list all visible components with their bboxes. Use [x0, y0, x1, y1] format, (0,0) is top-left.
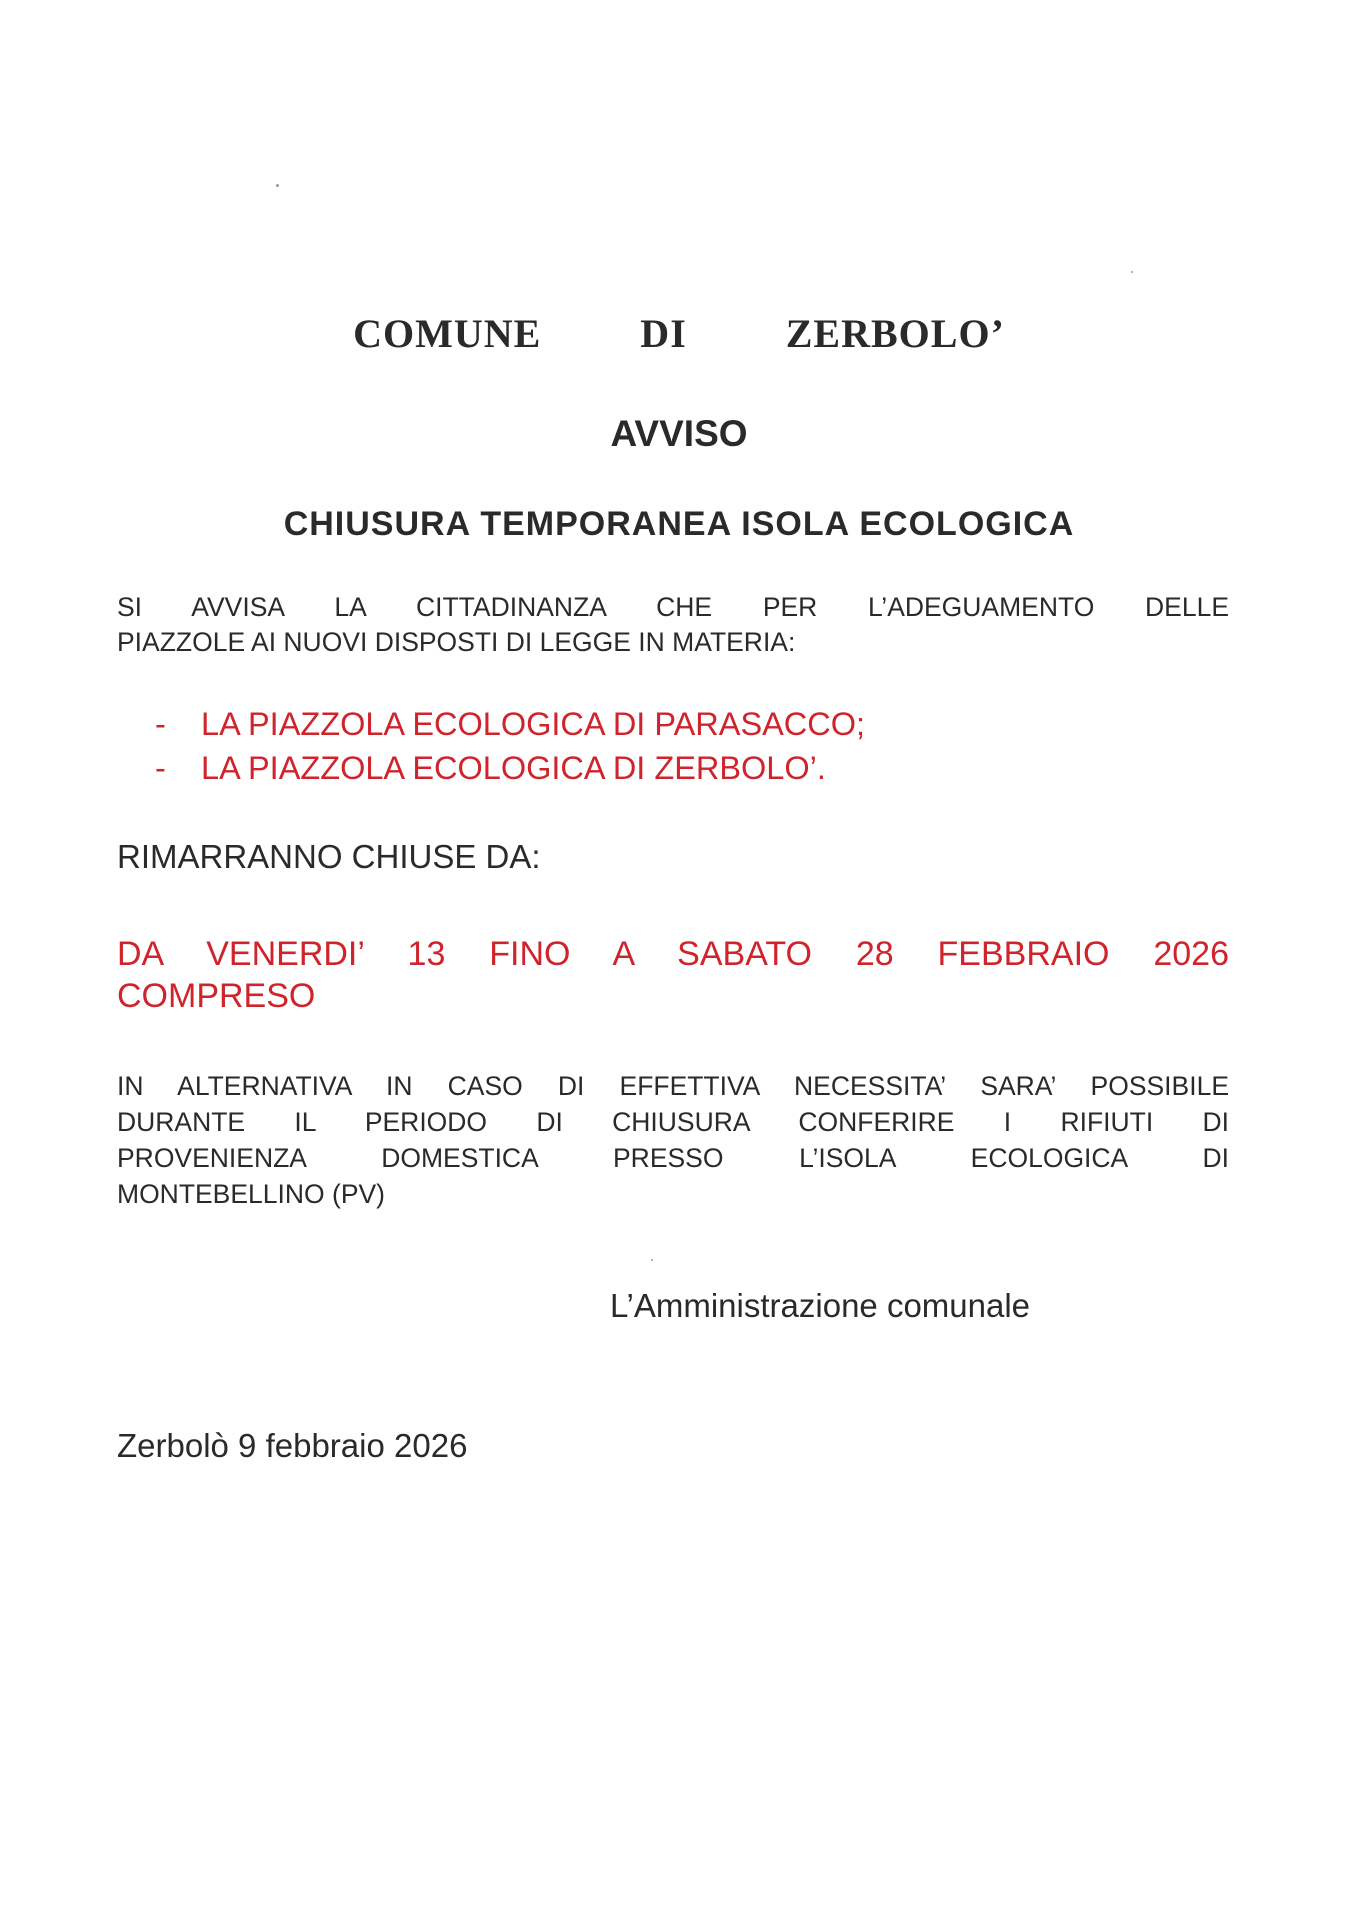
closed-sites-list — [155, 702, 865, 790]
list-item — [155, 702, 865, 746]
closure-period — [117, 933, 1229, 1017]
intro-paragraph — [117, 590, 1229, 660]
notice-subject: CHIUSURA TEMPORANEA ISOLA ECOLOGICA — [283, 505, 1075, 543]
list-dash: - — [155, 750, 166, 786]
alternative-line: IN ALTERNATIVA IN CASO DI EFFETTIVA NECESSITA’ SARA’ POSSIBILE — [117, 1071, 1229, 1101]
alternative-line: DURANTE IL PERIODO DI CHIUSURA CONFERIRE I RIFIUTI DI — [117, 1107, 1229, 1137]
scan-speck — [651, 1259, 653, 1261]
list-item — [155, 746, 865, 790]
site-label: LA PIAZZOLA ECOLOGICA DI PARASACCO; — [201, 706, 866, 742]
signature: L’Amministrazione comunale — [610, 1287, 1031, 1324]
alternative-paragraph — [117, 1068, 1229, 1212]
alternative-line: PROVENIENZA DOMESTICA PRESSO L’ISOLA ECOLOGICA DI — [117, 1143, 1229, 1173]
period-line: DA VENERDI’ 13 FINO A SABATO 28 FEBBRAIO 2026 — [117, 935, 1229, 973]
municipality-heading: COMUNE DI ZERBOLO’ — [353, 311, 1005, 356]
scan-speck — [276, 184, 279, 187]
notice-title: AVVISO — [610, 413, 748, 454]
intro-line: SI AVVISA LA CITTADINANZA CHE PER L’ADEGUAMENTO DELLE — [117, 592, 1229, 622]
scan-speck — [1131, 271, 1133, 273]
closure-label: RIMARRANNO CHIUSE DA: — [117, 838, 541, 875]
intro-line: PIAZZOLE AI NUOVI DISPOSTI DI LEGGE IN MATERIA: — [117, 627, 796, 657]
site-label: LA PIAZZOLA ECOLOGICA DI ZERBOLO’. — [201, 750, 826, 786]
list-dash: - — [155, 706, 166, 742]
alternative-line: MONTEBELLINO (PV) — [117, 1179, 385, 1209]
place-date: Zerbolò 9 febbraio 2026 — [117, 1427, 468, 1464]
period-line: COMPRESO — [117, 977, 316, 1015]
